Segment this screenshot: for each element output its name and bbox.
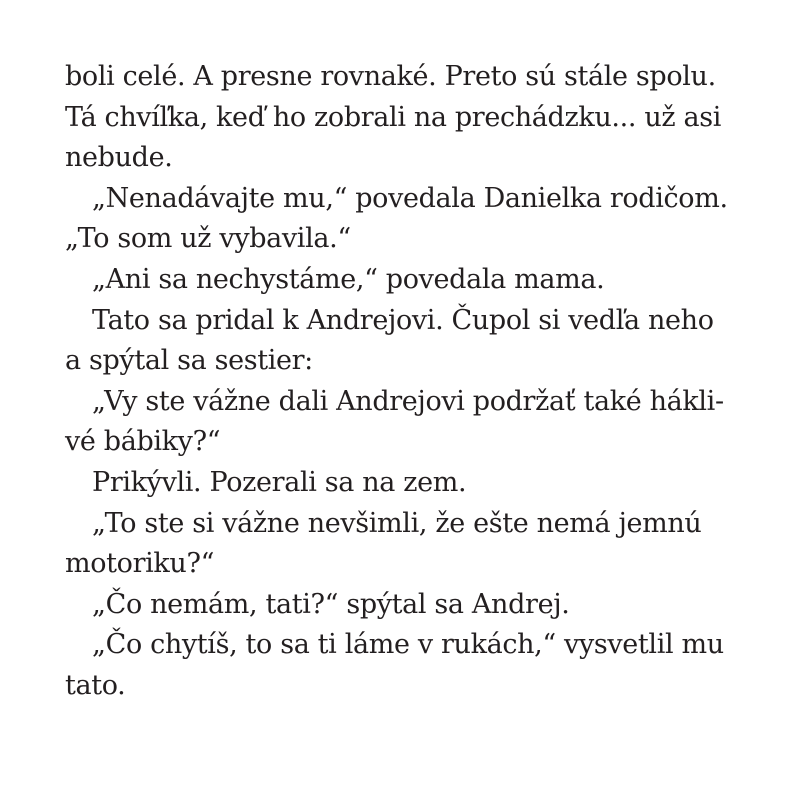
text-line: nebude. xyxy=(65,142,173,174)
text-line: „Vy ste vážne dali Andrejovi podržať také hákli- xyxy=(92,385,724,417)
text-line: motoriku?“ xyxy=(65,548,215,580)
text-line: Prikývli. Pozerali sa na zem. xyxy=(92,466,467,498)
text-line: vé bábiky?“ xyxy=(65,426,221,458)
text-line: „Čo nemám, tati?“ spýtal sa Andrej. xyxy=(92,588,570,620)
text-line: „Nenadávajte mu,“ povedala Danielka rodičom. xyxy=(92,182,728,214)
text-line: Tá chvíľka, keď ho zobrali na prechádzku... už asi xyxy=(65,101,722,133)
text-line: „Ani sa nechystáme,“ povedala mama. xyxy=(92,263,605,295)
book-page-text xyxy=(65,57,765,707)
text-line: Tato sa pridal k Andrejovi. Čupol si vedľa neho xyxy=(92,304,714,336)
text-line: „To som už vybavila.“ xyxy=(65,223,351,255)
text-line: a spýtal sa sestier: xyxy=(65,345,313,377)
text-line: „To ste si vážne nevšimli, že ešte nemá jemnú xyxy=(92,507,702,539)
text-line: tato. xyxy=(65,669,126,701)
text-line: boli celé. A presne rovnaké. Preto sú stále spolu. xyxy=(65,61,716,92)
text-line: „Čo chytíš, to sa ti láme v rukách,“ vysvetlil mu xyxy=(92,629,724,661)
